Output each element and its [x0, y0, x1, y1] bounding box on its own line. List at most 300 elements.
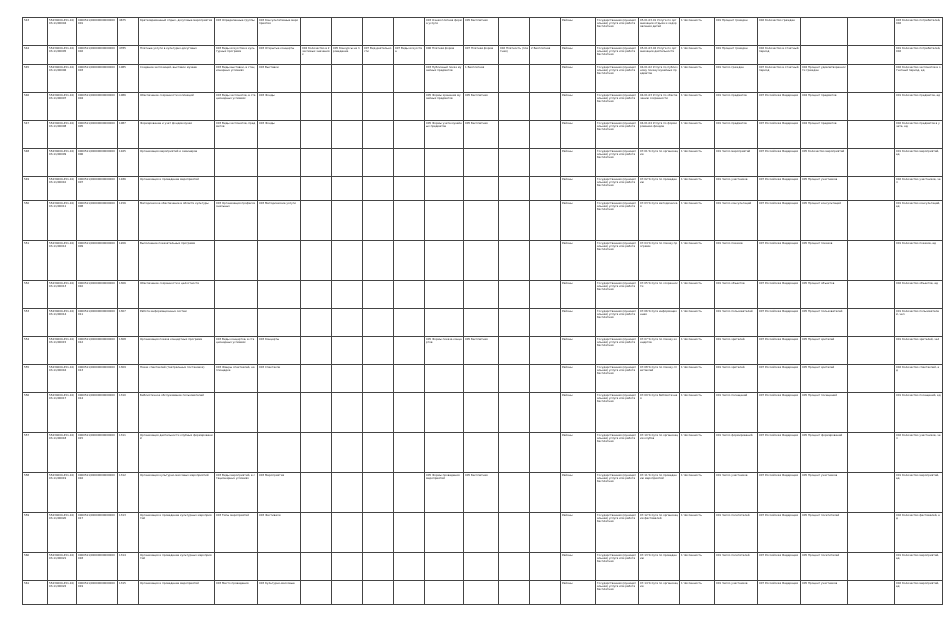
table-cell-k: Районы: [561, 581, 596, 605]
table-cell-b: 003 Выставки: [258, 65, 301, 93]
table-cell-f: [394, 393, 425, 433]
table-cell-l: Государственная (муниципальная) услуга или работа бесплатная: [596, 513, 639, 553]
table-cell-g: [425, 581, 464, 605]
table-row: [23, 281, 943, 309]
table-cell-i: [499, 281, 530, 309]
table-cell-code2: 0000511/00000000000000019: [77, 581, 118, 605]
table-cell-name: Создание экспозиций, выставок музеев: [139, 65, 215, 93]
table-cell-e: [363, 553, 394, 581]
table-cell-s: 001 Количество предметов, ед: [895, 93, 943, 121]
table-cell-code2: 0000511/00000000000000011: [77, 309, 118, 337]
table-cell-n: 1 Численность: [680, 121, 715, 149]
table-cell-l: Государственная (муниципальная) услуга или работа бесплатная: [596, 393, 639, 433]
table-cell-a: [215, 149, 258, 177]
table-cell-o: 001 Число граждан: [715, 65, 758, 93]
table-cell-r: [848, 241, 895, 281]
table-cell-id: 1307: [118, 309, 139, 337]
table-cell-p: 007 Российская Федерация: [758, 393, 801, 433]
table-cell-h: 1 Бесплатная: [464, 65, 499, 93]
table-cell-q: 004 Процент удовлетворенности граждан: [801, 65, 848, 93]
table-cell-p: 007 Российская Федерация: [758, 365, 801, 393]
table-cell-l: Государственная (муниципальная) услуга или работа бесплатная: [596, 18, 639, 46]
table-cell-p: 007 Российская Федерация: [758, 581, 801, 605]
table-cell-d: [332, 177, 363, 201]
table-cell-j: [530, 65, 561, 93]
table-cell-id: 1186: [118, 177, 139, 201]
table-cell-o: 001 Процент граждан: [715, 18, 758, 46]
table-cell-j: [530, 241, 561, 281]
table-cell-d: [332, 365, 363, 393]
table-cell-e: [363, 433, 394, 473]
table-cell-m: 04.01.03 Услуга по обеспечению сохранности: [639, 93, 680, 121]
table-cell-f: [394, 581, 425, 605]
table-cell-m: 04.01.02 Услуга по публичному показу музейных предметов: [639, 65, 680, 93]
table-cell-s: 002 Количество участников, чел: [895, 177, 943, 201]
table-cell-b: 003 Фонды: [258, 93, 301, 121]
table-cell-h: [464, 365, 499, 393]
table-row: [23, 121, 943, 149]
table-cell-c: [301, 18, 332, 46]
table-cell-q: 005 Процент формирований: [801, 433, 848, 473]
table-cell-n: 1 Численность: [680, 337, 715, 365]
table-cell-a: 003 Виды концертов, в стационарных условиях: [215, 337, 258, 365]
table-cell-c: [301, 65, 332, 93]
table-cell-c: [301, 433, 332, 473]
table-cell-o: 001 Число зрителей: [715, 365, 758, 393]
table-cell-name: Организация мероприятий и семинаров: [139, 149, 215, 177]
table-cell-f: [394, 93, 425, 121]
table-cell-code1: 55434000-451-10/03-11/00014: [48, 309, 77, 337]
table-cell-p: 007 Количество в отчетный период: [758, 65, 801, 93]
table-cell-h: [464, 177, 499, 201]
table-cell-h: [464, 393, 499, 433]
table-cell-name: Библиотечное обслуживание пользователей: [139, 393, 215, 433]
table-cell-code2: 0000511/00000000000000004: [77, 93, 118, 121]
table-row: [23, 46, 943, 65]
table-cell-num: 557: [23, 433, 48, 473]
table-cell-id: 1165: [118, 149, 139, 177]
table-cell-l: Государственная (муниципальная) услуга или работа бесплатная: [596, 121, 639, 149]
table-cell-num: 552: [23, 281, 48, 309]
table-cell-i: [499, 393, 530, 433]
table-cell-n: 1 Численность: [680, 93, 715, 121]
table-cell-name: Показ спектаклей (театральных постановок): [139, 365, 215, 393]
table-cell-code2: 0000511/00000000000000012: [77, 337, 118, 365]
table-cell-n: 1 Численность: [680, 473, 715, 513]
table-cell-o: 001 Число показов: [715, 241, 758, 281]
table-cell-i: [499, 553, 530, 581]
table-cell-a: 003 Место проведения: [215, 581, 258, 605]
table-cell-p: 007 Российская Федерация: [758, 201, 801, 241]
table-cell-num: 553: [23, 309, 48, 337]
table-cell-j: [530, 433, 561, 473]
table-cell-j: [530, 365, 561, 393]
table-cell-name: Организация культурно-массовых мероприятий: [139, 473, 215, 513]
table-cell-d: [332, 337, 363, 365]
table-cell-s: 001 Количество мероприятий, ед: [895, 149, 943, 177]
table-cell-a: [215, 433, 258, 473]
table-cell-o: 001 Число посетителей: [715, 513, 758, 553]
table-cell-name: Организация и проведение культурных мероприятий: [139, 553, 215, 581]
table-cell-g: 005 Формы проведения мероприятий: [425, 473, 464, 513]
table-cell-f: [394, 65, 425, 93]
table-cell-s: 001 Количество потребителей, 002: [895, 46, 943, 65]
table-cell-m: 04.01.04 Услуга по формированию фондов: [639, 121, 680, 149]
table-cell-h: [464, 553, 499, 581]
table-cell-b: 003 Фонды: [258, 121, 301, 149]
table-cell-code1: 55434000-451-10/03-11/00012: [48, 241, 77, 281]
table-cell-id: 1313: [118, 513, 139, 553]
table-cell-r: [848, 201, 895, 241]
table-cell-num: 543: [23, 18, 48, 46]
table-cell-q: 005 Количество мероприятий: [801, 149, 848, 177]
table-cell-g: [425, 281, 464, 309]
table-cell-a: 003 Определенные группы: [215, 18, 258, 46]
table-cell-o: 001 Число участников: [715, 581, 758, 605]
table-cell-i: [499, 65, 530, 93]
table-cell-name: Организация и проведение культурных мероприятий: [139, 513, 215, 553]
table-cell-l: Государственная (муниципальная) услуга или работа бесплатная: [596, 473, 639, 513]
table-cell-e: [363, 177, 394, 201]
table-cell-q: 005 Процент пользователей: [801, 309, 848, 337]
table-cell-g: [425, 201, 464, 241]
table-row: [23, 433, 943, 473]
table-cell-g: 003 Очная платная форма услуги: [425, 18, 464, 46]
table-cell-code1: 55434000-451-10/03-11/00011: [48, 201, 77, 241]
table-cell-num: 556: [23, 393, 48, 433]
table-cell-k: Районы: [561, 365, 596, 393]
table-cell-name: Организация показа концертных программ: [139, 337, 215, 365]
table-cell-q: [801, 46, 848, 65]
table-cell-b: 003 Консультативные мероприятия: [258, 18, 301, 46]
table-cell-m: 07.02 Услуга по проведению: [639, 177, 680, 201]
table-cell-a: 003 Типы мероприятий: [215, 513, 258, 553]
table-cell-n: 1 Численность: [680, 149, 715, 177]
table-cell-n: 1 Численность: [680, 241, 715, 281]
table-cell-h: 005 Бесплатная: [464, 121, 499, 149]
table-cell-b: 003 Концерты: [258, 337, 301, 365]
table-cell-k: Районы: [561, 393, 596, 433]
table-cell-c: 004 Количество в 2 числовых значениях: [301, 46, 332, 65]
table-cell-o: 001 Число формирований: [715, 433, 758, 473]
table-cell-h: 005 Бесплатная: [464, 18, 499, 46]
table-cell-r: [848, 513, 895, 553]
table-cell-k: Районы: [561, 513, 596, 553]
table-cell-code2: 0000511/00000000000000005: [77, 121, 118, 149]
table-cell-e: [363, 337, 394, 365]
table-cell-r: [848, 18, 895, 46]
table-cell-code2: 0000511/00000000000000006: [77, 149, 118, 177]
table-row: [23, 201, 943, 241]
table-cell-o: 001 Число мероприятий: [715, 149, 758, 177]
table-cell-i: [499, 149, 530, 177]
table-cell-code2: 0000511/00000000000000010: [77, 281, 118, 309]
table-cell-c: [301, 121, 332, 149]
table-cell-id: 1206: [118, 241, 139, 281]
table-cell-f: [394, 553, 425, 581]
table-cell-i: [499, 513, 530, 553]
table-cell-k: Районы: [561, 553, 596, 581]
table-cell-k: Районы: [561, 309, 596, 337]
table-cell-p: 007 Российская Федерация: [758, 121, 801, 149]
table-cell-q: 005 Процент участников: [801, 473, 848, 513]
table-cell-f: [394, 433, 425, 473]
table-row: [23, 473, 943, 513]
table-cell-d: [332, 433, 363, 473]
table-cell-name: Организация и проведение мероприятий: [139, 177, 215, 201]
table-cell-code2: 0000511/00000000000000007: [77, 177, 118, 201]
table-cell-r: [848, 65, 895, 93]
table-cell-b: [258, 553, 301, 581]
table-cell-n: 1 Численность: [680, 433, 715, 473]
table-cell-p: 007 Российская Федерация: [758, 281, 801, 309]
table-cell-g: [425, 513, 464, 553]
table-cell-j: [530, 177, 561, 201]
table-cell-code2: 0000511/00000000000000001: [77, 18, 118, 46]
table-cell-b: 003 Спектакли: [258, 365, 301, 393]
table-cell-e: 007 Вид деятельности: [363, 46, 394, 65]
table-cell-n: 1 Численность: [680, 201, 715, 241]
table-cell-p: 007 Российская Федерация: [758, 553, 801, 581]
table-cell-l: Государственная (муниципальная) услуга или работа бесплатная: [596, 553, 639, 581]
table-cell-d: [332, 309, 363, 337]
table-cell-d: [332, 513, 363, 553]
table-cell-i: [499, 365, 530, 393]
table-cell-num: 555: [23, 365, 48, 393]
table-cell-code2: 0000511/00000000000000015: [77, 433, 118, 473]
table-cell-m: 07.14 Услуга по организации: [639, 581, 680, 605]
table-cell-num: 560: [23, 553, 48, 581]
table-cell-code2: 0000511/00000000000000003: [77, 65, 118, 93]
table-cell-num: 544: [23, 46, 48, 65]
table-cell-id: 1312: [118, 473, 139, 513]
table-cell-b: 003 Фестивали: [258, 513, 301, 553]
table-cell-i: [499, 201, 530, 241]
table-cell-m: 05.01.03.02 Услуга по организации деятельности: [639, 46, 680, 65]
table-cell-p: 007 Российская Федерация: [758, 149, 801, 177]
table-cell-h: [464, 201, 499, 241]
table-cell-l: Государственная (муниципальная) услуга или работа бесплатная: [596, 65, 639, 93]
table-cell-k: Районы: [561, 201, 596, 241]
table-cell-code1: 55434000-451-10/03-11/00007: [48, 93, 77, 121]
table-cell-p: 007 Российская Федерация: [758, 93, 801, 121]
table-cell-d: [332, 553, 363, 581]
table-cell-n: 1 Численность: [680, 365, 715, 393]
table-cell-b: [258, 433, 301, 473]
table-cell-c: [301, 365, 332, 393]
table-cell-i: [499, 581, 530, 605]
table-cell-j: [530, 93, 561, 121]
table-cell-k: Районы: [561, 65, 596, 93]
table-cell-a: 003 Виды экспонатов, предметов: [215, 121, 258, 149]
table-cell-i: [499, 241, 530, 281]
table-cell-e: [363, 241, 394, 281]
table-cell-code2: 0000511/00000000000000017: [77, 513, 118, 553]
table-cell-o: 001 Число зрителей: [715, 337, 758, 365]
table-cell-l: Государственная (муниципальная) услуга или работа бесплатная: [596, 281, 639, 309]
table-cell-s: 002 Количество фестивалей, ед: [895, 513, 943, 553]
table-cell-h: [464, 309, 499, 337]
table-cell-num: 561: [23, 581, 48, 605]
table-cell-q: 005 Процент консультаций: [801, 201, 848, 241]
table-cell-s: 002 Количество участников, чел: [895, 433, 943, 473]
table-cell-d: [332, 473, 363, 513]
table-cell-g: [425, 553, 464, 581]
table-cell-s: 001 Количество посещений, ед: [895, 393, 943, 433]
table-cell-i: [499, 93, 530, 121]
table-cell-m: 07.06 Услуга информационная: [639, 309, 680, 337]
table-cell-i: [499, 433, 530, 473]
table-body: [23, 18, 943, 605]
table-cell-d: [332, 581, 363, 605]
table-cell-a: 003 Виды мероприятий, в стационарных условиях: [215, 473, 258, 513]
table-cell-n: 1 Численность: [680, 18, 715, 46]
table-cell-f: [394, 149, 425, 177]
table-cell-i: [499, 177, 530, 201]
table-cell-s: 002 Количество экспонатов в отчетный период, ед: [895, 65, 943, 93]
table-cell-m: 07.05 Услуга по сохранности: [639, 281, 680, 309]
table-cell-name: Обеспечение сохранности коллекций: [139, 93, 215, 121]
table-cell-n: 1 Численность: [680, 281, 715, 309]
table-cell-name: Выполнение показательных программ: [139, 241, 215, 281]
table-cell-q: 005 Процент участников: [801, 177, 848, 201]
table-cell-f: [394, 513, 425, 553]
table-cell-a: [215, 309, 258, 337]
table-cell-f: [394, 365, 425, 393]
table-cell-g: [425, 241, 464, 281]
table-cell-c: [301, 149, 332, 177]
table-cell-r: [848, 281, 895, 309]
table-cell-id: 1314: [118, 553, 139, 581]
table-cell-num: 548: [23, 149, 48, 177]
table-cell-code1: 55434000-451-10/03-11/00022: [48, 581, 77, 605]
table-row: [23, 65, 943, 93]
table-cell-code1: 55434000-451-10/03-11/00009: [48, 149, 77, 177]
table-cell-d: [332, 201, 363, 241]
table-cell-g: 003 Публичный показ музейных предметов: [425, 65, 464, 93]
table-cell-l: Государственная (муниципальная) услуга или работа бесплатная: [596, 581, 639, 605]
table-cell-k: Районы: [561, 93, 596, 121]
table-cell-h: [464, 281, 499, 309]
table-cell-e: [363, 18, 394, 46]
table-cell-r: [848, 581, 895, 605]
table-cell-a: 003 Жанры спектаклей, на площадке: [215, 365, 258, 393]
table-cell-code2: 0000511/00000000000000013: [77, 365, 118, 393]
table-cell-c: [301, 281, 332, 309]
table-cell-o: 001 Число участников: [715, 473, 758, 513]
table-cell-r: [848, 365, 895, 393]
table-cell-i: [499, 337, 530, 365]
table-cell-h: [464, 513, 499, 553]
table-cell-code2: 0000511/00000000000000016: [77, 473, 118, 513]
table-cell-k: Районы: [561, 121, 596, 149]
table-cell-k: Районы: [561, 149, 596, 177]
table-cell-code1: 55434000-451-10/03-11/00017: [48, 393, 77, 433]
table-cell-g: 005 Формы хранения музейных предметов: [425, 93, 464, 121]
table-cell-e: [363, 281, 394, 309]
table-cell-e: [363, 121, 394, 149]
table-cell-p: 007 Российская Федерация: [758, 241, 801, 281]
table-cell-k: Районы: [561, 177, 596, 201]
table-cell-g: [425, 177, 464, 201]
table-cell-c: [301, 473, 332, 513]
table-cell-m: 07.07 Услуга по показу концертов: [639, 337, 680, 365]
table-cell-e: [363, 473, 394, 513]
table-cell-c: [301, 581, 332, 605]
table-cell-e: [363, 201, 394, 241]
table-cell-e: [363, 513, 394, 553]
table-cell-c: [301, 337, 332, 365]
table-cell-g: 005 Формы учета музейных предметов: [425, 121, 464, 149]
table-cell-code1: 55434000-451-10/03-11/00016: [48, 365, 77, 393]
table-cell-p: 007 Российская Федерация: [758, 337, 801, 365]
table-cell-p: 007 Российская Федерация: [758, 177, 801, 201]
table-cell-a: [215, 177, 258, 201]
table-cell-m: 07.04 Услуга по показу программ: [639, 241, 680, 281]
table-cell-r: [848, 309, 895, 337]
table-cell-code1: 55434000-451-10/03-11/00004: [48, 18, 77, 46]
table-cell-f: 007 Виды искусства: [394, 46, 425, 65]
table-cell-a: 003 Виды экспонатов, в стационарных условиях: [215, 93, 258, 121]
table-cell-num: 547: [23, 121, 48, 149]
table-cell-b: [258, 309, 301, 337]
table-cell-l: Государственная (муниципальная) услуга или работа бесплатная: [596, 241, 639, 281]
table-cell-o: 001 Число посетителей: [715, 553, 758, 581]
table-cell-id: 1315: [118, 581, 139, 605]
table-cell-name: Организация деятельности клубных формирований: [139, 433, 215, 473]
table-cell-a: 003 Виды искусства и культурных программ: [215, 46, 258, 65]
table-cell-q: 005 Процент показов: [801, 241, 848, 281]
table-cell-c: [301, 393, 332, 433]
table-cell-s: 002 Количество объектов, ед: [895, 281, 943, 309]
table-cell-s: 001 Количество мероприятий, ед: [895, 473, 943, 513]
table-cell-s: 002 Количество мероприятий, ед: [895, 581, 943, 605]
table-cell-r: [848, 46, 895, 65]
table-cell-s: 003 Количество потребителей, 002: [895, 18, 943, 46]
table-cell-o: 001 Число консультаций: [715, 201, 758, 241]
table-cell-g: [425, 365, 464, 393]
table-cell-g: [425, 433, 464, 473]
table-cell-a: [215, 241, 258, 281]
table-cell-s: 002 Количество спектаклей, ед: [895, 365, 943, 393]
table-cell-code2: 0000511/00000000000000014: [77, 393, 118, 433]
table-cell-l: Государственная (муниципальная) услуга или работа бесплатная: [596, 309, 639, 337]
table-cell-j: [530, 281, 561, 309]
table-cell-o: 001 Число пользователей: [715, 309, 758, 337]
table-cell-q: [801, 18, 848, 46]
table-cell-r: [848, 177, 895, 201]
table-cell-j: [530, 337, 561, 365]
table-cell-q: 004 Процент предметов: [801, 121, 848, 149]
table-cell-code2: 0000511/00000000000000018: [77, 553, 118, 581]
table-cell-h: 005 Бесплатная: [464, 337, 499, 365]
table-row: [23, 553, 943, 581]
table-cell-code1: 55434000-451-10/03-11/00005: [48, 46, 77, 65]
table-cell-name: Организация и проведение мероприятий: [139, 581, 215, 605]
table-cell-j: [530, 18, 561, 46]
table-cell-name: Работа информационных систем: [139, 309, 215, 337]
table-cell-q: 005 Процент зрителей: [801, 365, 848, 393]
table-cell-d: [332, 65, 363, 93]
table-cell-n: 1 Численность: [680, 513, 715, 553]
table-cell-c: [301, 241, 332, 281]
table-cell-d: [332, 281, 363, 309]
table-cell-o: 001 Число объектов: [715, 281, 758, 309]
table-cell-m: 07.09 Услуга библиотечная: [639, 393, 680, 433]
table-cell-i: [499, 309, 530, 337]
table-cell-id: 1156: [118, 201, 139, 241]
table-cell-num: 559: [23, 513, 48, 553]
